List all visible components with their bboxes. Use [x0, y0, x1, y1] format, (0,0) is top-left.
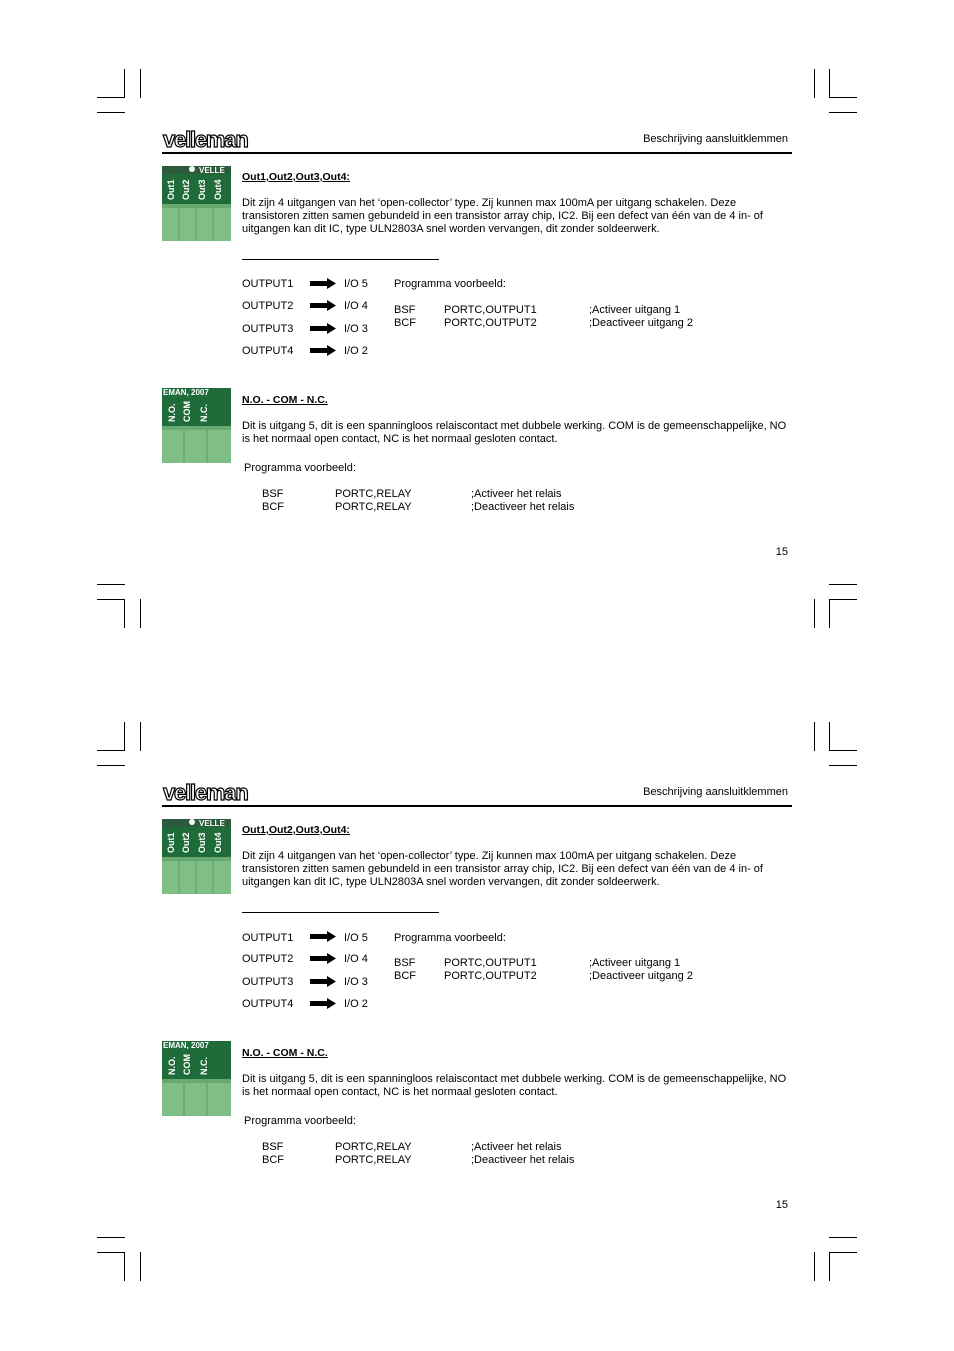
code-op: BSF — [262, 488, 284, 500]
arrow-right-icon — [310, 300, 336, 311]
mapping-output-label: OUTPUT4 — [242, 998, 294, 1010]
arrow-right-icon — [310, 953, 336, 964]
code-comment: ;Deactiveer het relais — [471, 1154, 575, 1166]
code-comment: ;Activeer uitgang 1 — [589, 957, 681, 969]
outputs-heading: Out1,Out2,Out3,Out4: — [242, 824, 350, 836]
crop-mark — [829, 599, 857, 600]
mapping-output-label: OUTPUT1 — [242, 278, 294, 290]
mapping-io-label: I/O 2 — [344, 345, 368, 357]
svg-text:velleman: velleman — [163, 780, 248, 805]
code-arg: PORTC,RELAY — [335, 501, 412, 513]
svg-text:EMAN, 2007: EMAN, 2007 — [163, 388, 209, 397]
arrow-right-icon — [310, 278, 336, 289]
crop-mark — [124, 599, 125, 628]
code-arg: PORTC,RELAY — [335, 488, 412, 500]
crop-mark — [829, 69, 830, 98]
crop-mark — [829, 722, 830, 751]
code-op: BSF — [394, 957, 416, 969]
code-comment: ;Deactiveer uitgang 2 — [589, 970, 693, 982]
crop-mark — [814, 722, 815, 751]
code-comment: ;Activeer het relais — [471, 488, 562, 500]
arrow-right-icon — [310, 323, 336, 334]
code-arg: PORTC,OUTPUT1 — [444, 304, 537, 316]
crop-mark — [97, 750, 125, 751]
example-title: Programma voorbeeld: — [394, 278, 506, 290]
svg-text:EMAN, 2007: EMAN, 2007 — [163, 1041, 209, 1050]
code-comment: ;Activeer het relais — [471, 1141, 562, 1153]
section-rule — [242, 259, 439, 260]
crop-mark — [829, 1237, 857, 1238]
crop-mark — [97, 765, 125, 766]
mapping-io-label: I/O 2 — [344, 998, 368, 1010]
relay-terminal-photo — [162, 1041, 231, 1116]
mapping-output-label: OUTPUT3 — [242, 976, 294, 988]
crop-mark — [140, 1252, 141, 1281]
svg-text:Out1: Out1 — [166, 179, 176, 200]
arrow-right-icon — [310, 931, 336, 942]
crop-mark — [124, 1252, 125, 1281]
svg-text:VELLE: VELLE — [199, 166, 225, 175]
svg-text:Out3: Out3 — [197, 832, 207, 853]
svg-text:VELLE: VELLE — [199, 819, 225, 828]
crop-mark — [97, 97, 125, 98]
crop-mark — [829, 750, 857, 751]
code-comment: ;Deactiveer het relais — [471, 501, 575, 513]
example-title: Programma voorbeeld: — [394, 932, 506, 944]
header-rule — [162, 152, 792, 154]
crop-mark — [829, 765, 857, 766]
outputs-terminal-photo — [162, 166, 231, 241]
mapping-io-label: I/O 3 — [344, 976, 368, 988]
outputs-description: Dit zijn 4 uitgangen van het ‘open-collector’ type. Zij kunnen max 100mA per uitgang schakelen. Deze transistoren zitten samen gebundeld in een transistor array chip, IC2. Bij een defect van één van de 4 in- of uitgangen kan dit IC, type ULN2803A snel worden vervangen, dit zonder soldeerwerk. — [242, 197, 763, 235]
svg-text:Out4: Out4 — [213, 832, 223, 853]
manual-page-1 — [0, 0, 954, 653]
code-comment: ;Activeer uitgang 1 — [589, 304, 681, 316]
svg-text:velleman: velleman — [163, 127, 248, 152]
svg-text:Out2: Out2 — [181, 832, 191, 853]
svg-text:Out2: Out2 — [181, 179, 191, 200]
crop-mark — [829, 1252, 857, 1253]
mapping-io-label: I/O 5 — [344, 278, 368, 290]
arrow-right-icon — [310, 345, 336, 356]
velleman-logo — [162, 780, 256, 806]
code-arg: PORTC,RELAY — [335, 1154, 412, 1166]
outputs-heading: Out1,Out2,Out3,Out4: — [242, 171, 350, 183]
code-comment: ;Deactiveer uitgang 2 — [589, 317, 693, 329]
crop-mark — [97, 1237, 125, 1238]
section-rule — [242, 912, 439, 913]
relay-description: Dit is uitgang 5, dit is een spanningloos relaiscontact met dubbele werking. COM is de gemeenschappelijke, NO is het normaal open contact, NC is het normaal gesloten contact. — [242, 1073, 787, 1098]
crop-mark — [97, 112, 125, 113]
crop-mark — [124, 722, 125, 751]
outputs-terminal-photo — [162, 819, 231, 894]
crop-mark — [829, 584, 857, 585]
example-title: Programma voorbeeld: — [244, 1115, 356, 1127]
relay-description: Dit is uitgang 5, dit is een spanningloos relaiscontact met dubbele werking. COM is de gemeenschappelijke, NO is het normaal open contact, NC is het normaal gesloten contact. — [242, 420, 787, 445]
header-rule — [162, 805, 792, 807]
svg-text:Out3: Out3 — [197, 179, 207, 200]
relay-terminal-photo — [162, 388, 231, 463]
relay-heading: N.O. - COM - N.C. — [242, 394, 328, 406]
svg-text:COM: COM — [182, 1054, 192, 1075]
code-op: BSF — [262, 1141, 284, 1153]
crop-mark — [97, 584, 125, 585]
svg-text:Out1: Out1 — [166, 832, 176, 853]
section-title: Beschrijving aansluitklemmen — [643, 133, 788, 145]
relay-heading: N.O. - COM - N.C. — [242, 1047, 328, 1059]
mapping-output-label: OUTPUT2 — [242, 953, 294, 965]
mapping-io-label: I/O 4 — [344, 953, 368, 965]
code-op: BSF — [394, 304, 416, 316]
crop-mark — [829, 1252, 830, 1281]
arrow-right-icon — [310, 998, 336, 1009]
code-op: BCF — [262, 1154, 284, 1166]
crop-mark — [140, 722, 141, 751]
code-op: BCF — [262, 501, 284, 513]
mapping-io-label: I/O 3 — [344, 323, 368, 335]
crop-mark — [140, 69, 141, 98]
svg-text:N.O.: N.O. — [167, 403, 177, 422]
code-arg: PORTC,RELAY — [335, 1141, 412, 1153]
svg-text:N.C.: N.C. — [199, 1057, 209, 1075]
crop-mark — [814, 69, 815, 98]
mapping-output-label: OUTPUT2 — [242, 300, 294, 312]
example-title: Programma voorbeeld: — [244, 462, 356, 474]
mapping-output-label: OUTPUT4 — [242, 345, 294, 357]
svg-text:N.C.: N.C. — [199, 404, 209, 422]
crop-mark — [140, 599, 141, 628]
svg-text:Out4: Out4 — [213, 179, 223, 200]
section-title: Beschrijving aansluitklemmen — [643, 786, 788, 798]
manual-page-2 — [0, 653, 954, 1306]
svg-text:N.O.: N.O. — [167, 1056, 177, 1075]
mapping-output-label: OUTPUT3 — [242, 323, 294, 335]
crop-mark — [814, 599, 815, 628]
outputs-description: Dit zijn 4 uitgangen van het ‘open-collector’ type. Zij kunnen max 100mA per uitgang schakelen. Deze transistoren zitten samen gebundeld in een transistor array chip, IC2. Bij een defect van één van de 4 in- of uitgangen kan dit IC, type ULN2803A snel worden vervangen, dit zonder soldeerwerk. — [242, 850, 763, 888]
code-op: BCF — [394, 970, 416, 982]
mapping-io-label: I/O 5 — [344, 932, 368, 944]
code-arg: PORTC,OUTPUT1 — [444, 957, 537, 969]
crop-mark — [829, 97, 857, 98]
crop-mark — [97, 599, 125, 600]
svg-text:COM: COM — [182, 401, 192, 422]
code-arg: PORTC,OUTPUT2 — [444, 970, 537, 982]
arrow-right-icon — [310, 976, 336, 987]
mapping-io-label: I/O 4 — [344, 300, 368, 312]
code-op: BCF — [394, 317, 416, 329]
crop-mark — [97, 1252, 125, 1253]
crop-mark — [829, 599, 830, 628]
page-number: 15 — [775, 1199, 788, 1211]
code-arg: PORTC,OUTPUT2 — [444, 317, 537, 329]
crop-mark — [829, 112, 857, 113]
crop-mark — [124, 69, 125, 98]
page-number: 15 — [775, 546, 788, 558]
velleman-logo — [162, 127, 256, 153]
mapping-output-label: OUTPUT1 — [242, 932, 294, 944]
crop-mark — [814, 1252, 815, 1281]
